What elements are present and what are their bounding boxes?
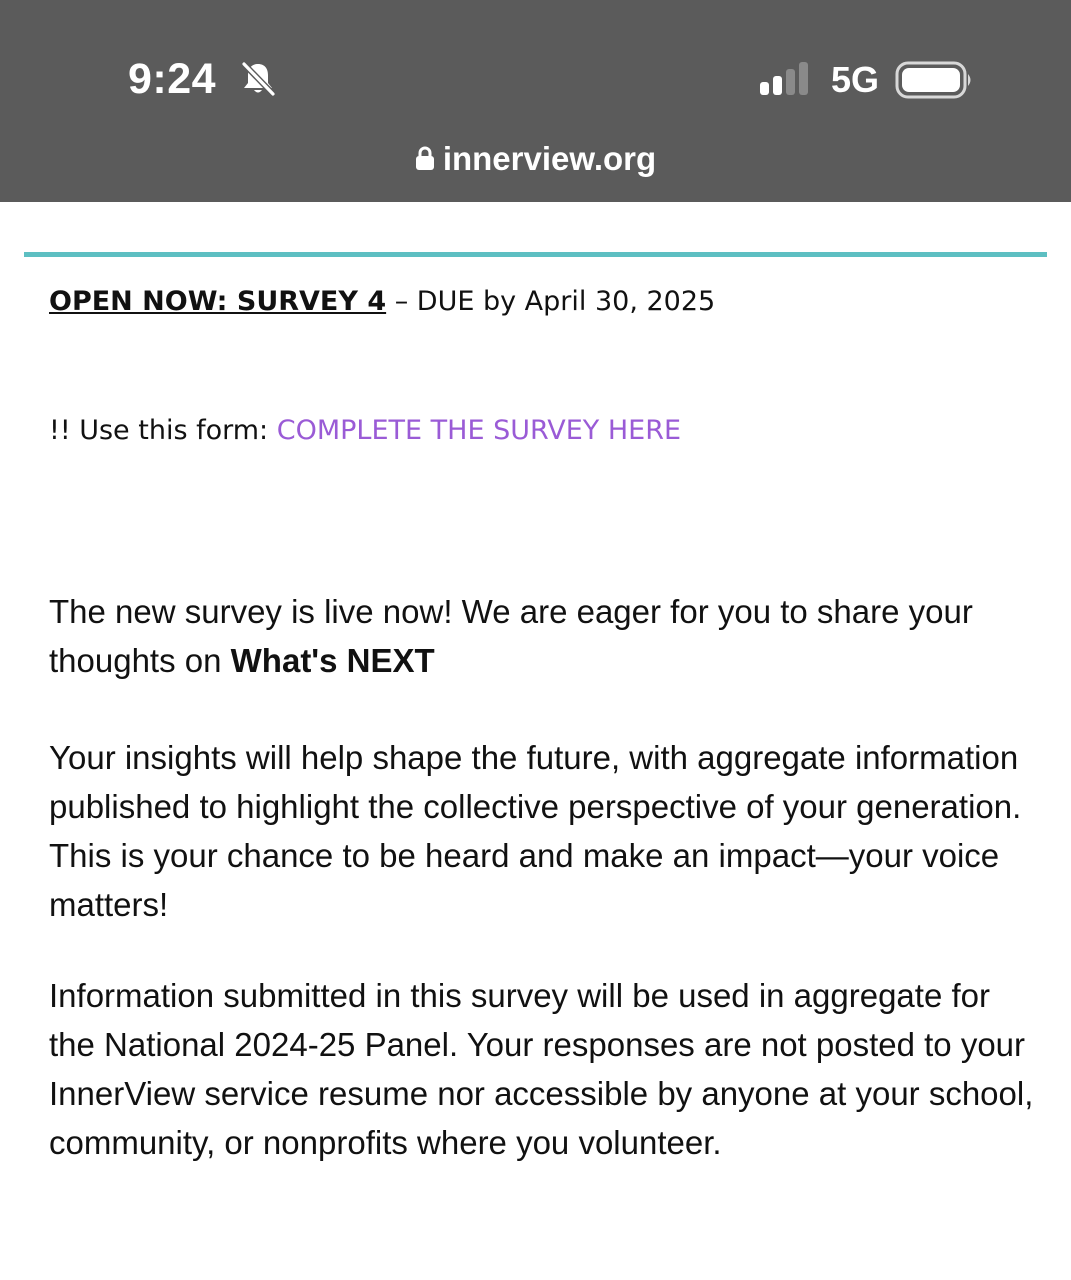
network-type: 5G <box>831 59 880 100</box>
survey-header-line <box>49 284 715 320</box>
privacy-paragraph: Information submitted in this survey will be used in aggregate for the National 2024-25 Panel. Your responses are not posted to your InnerView service resume nor accessible by anyone at your school, community, or nonprofits where you volunteer. <box>49 977 1034 1161</box>
form-line <box>49 413 681 449</box>
survey-title-link[interactable]: OPEN NOW: SURVEY 4 <box>49 286 387 317</box>
address-bar[interactable] <box>0 137 1071 181</box>
form-prefix-text: !! Use this form: <box>49 415 277 446</box>
url-text: innerview.org <box>442 140 657 177</box>
teal-divider <box>24 252 1047 257</box>
signal-icon <box>758 62 814 96</box>
whats-next-bold: What's NEXT <box>230 642 435 679</box>
intro-paragraph <box>49 587 1039 685</box>
battery-icon <box>895 60 975 100</box>
browser-top-bar <box>0 0 1071 202</box>
status-time: 9:24 <box>128 55 217 103</box>
survey-due-text: – DUE by April 30, 2025 <box>386 286 716 317</box>
insights-paragraph: Your insights will help shape the future, with aggregate information published to highlight the collective perspective of your generation. This is your chance to be heard and make an impact—your voice matters! <box>49 739 1022 923</box>
bell-slash-icon <box>238 59 278 99</box>
complete-survey-link[interactable]: COMPLETE THE SURVEY HERE <box>276 415 682 446</box>
intro-text: The new survey is live now! We are eager for you to share your thoughts on <box>49 593 973 679</box>
lock-icon <box>415 145 435 171</box>
